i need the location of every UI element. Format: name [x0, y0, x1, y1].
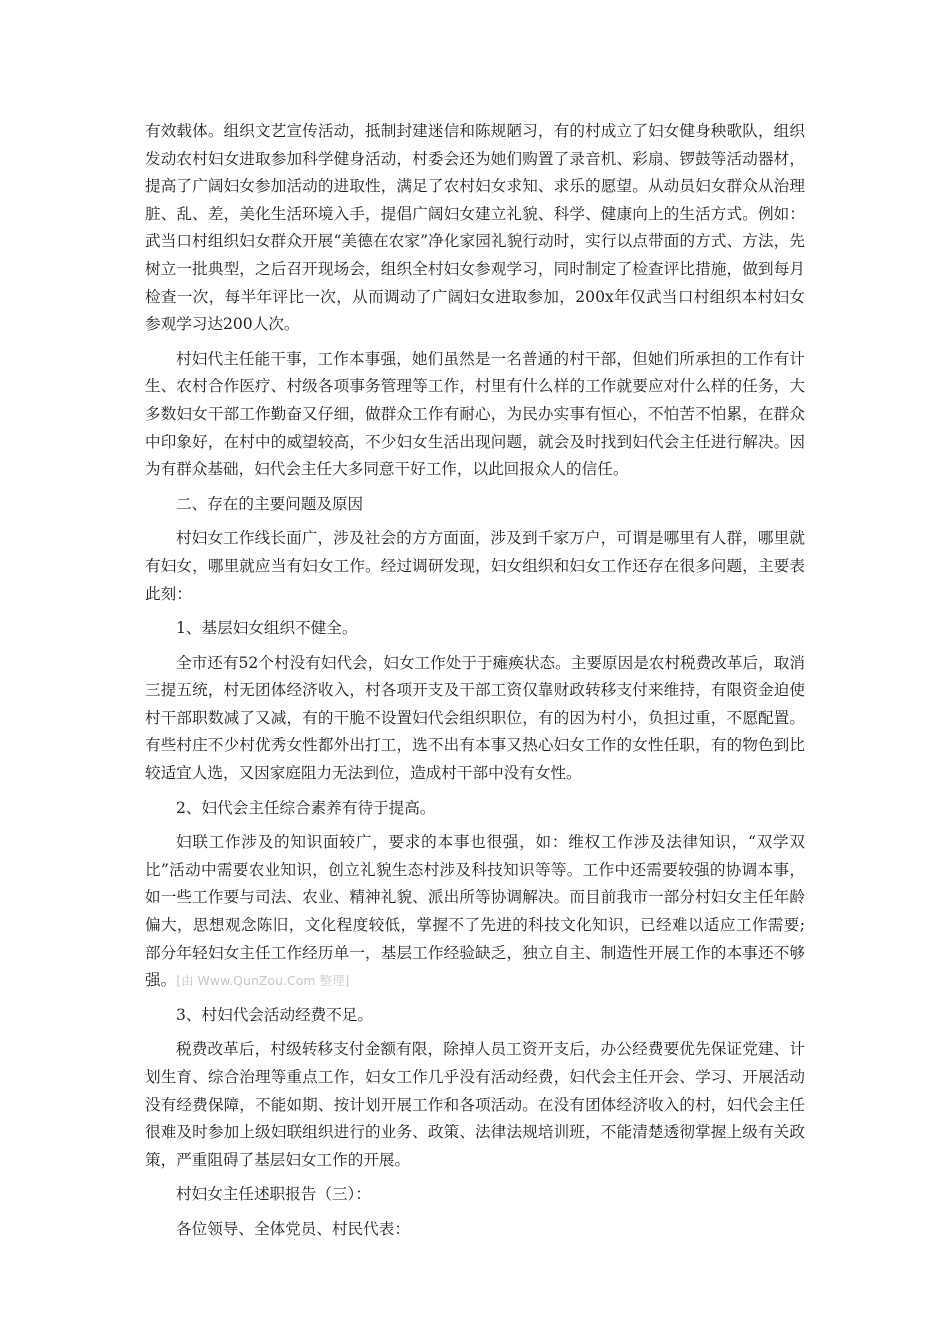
greeting-line: 各位领导、全体党员、村民代表： — [176, 1219, 410, 1238]
report-title: 村妇女主任述职报告（三）： — [176, 1185, 371, 1204]
paragraph-women-activities: 有效载体。组织文艺宣传活动，抵制封建迷信和陈规陋习，有的村成立了妇女健身秧歌队，组织发动农村妇女进取参加科学健身活动，村委会还为她们购置了录音机、彩扇、锣鼓等活动器材，提高了广阔妇女参加活动的进取性，满足了农村妇女求知、求乐的愿望。从动员妇女群众从治理脏、乱、差，美化生活环境入手，提倡广阔妇女建立礼貌、科学、健康向上的生活方式。例如：武当口村组织妇女群众开展“美德在农家”净化家园礼貌行动时，实行以点带面的方式、方法，先树立一批典型，之后召开现场会，组织全村妇女参观学习，同时制定了检查评比措施，做到每月检查一次，每半年评比一次，从而调动了广阔妇女进取参加，200x年仅武当口村组织本村妇女参观学习达200人次。 — [145, 122, 805, 334]
document-page — [145, 118, 805, 1251]
paragraph-funding: 税费改革后，村级转移支付金额有限，除掉人员工资开支后，办公经费要优先保证党建、计划生育、综合治理等重点工作，妇女工作几乎没有活动经费，妇代会主任开会、学习、开展活动没有经费保障，不能如期、按计划开展工作和各项活动。在没有团体经济收入的村，妇代会主任很难及时参加上级妇联组织进行的业务、政策、法律法规培训班，不能清楚透彻掌握上级有关政策，严重阻碍了基层妇女工作的开展。 — [145, 1040, 805, 1169]
paragraph-problems-intro: 村妇女工作线长面广，涉及社会的方方面面，涉及到千家万户，可谓是哪里有人群，哪里就有妇女，哪里就应当有妇女工作。经过调研发现，妇女组织和妇女工作还存在很多问题，主要表此刻： — [145, 529, 805, 603]
subheading-funding: 3、村妇代会活动经费不足。 — [176, 1005, 374, 1024]
paragraph-director-ability: 村妇代主任能干事，工作本事强，她们虽然是一名普通的村干部，但她们所承担的工作有计生、农村合作医疗、村级各项事务管理等工作，村里有什么样的工作就要应对什么样的任务，大多数妇女干部工作勤奋又仔细，做群众工作有耐心，为民办实事有恒心，不怕苦不怕累，在群众中印象好，在村中的威望较高，不少妇女生活出现问题，就会及时找到妇代会主任进行解决。因为有群众基础，妇代会主任大多同意干好工作，以此回报众人的信任。 — [145, 349, 805, 479]
section-heading-problems: 二、存在的主要问题及原因 — [176, 494, 364, 513]
subheading-organization: 1、基层妇女组织不健全。 — [176, 619, 358, 638]
paragraph-quality — [145, 829, 805, 995]
paragraph-organization: 全市还有52个村没有妇代会，妇女工作处于于瘫痪状态。主要原因是农村税费改革后，取消三提五统，村无团体经济收入，村各项开支及干部工资仅靠财政转移支付来维持，有限资金迫使村干部职数减了又减，有的干脆不设置妇代会组织职位，有的因为村小，负担过重，不愿配置。有些村庄不少村优秀女性都外出打工，选不出有本事又热心妇女工作的女性任职，有的物色到比较适宜人选，又因家庭阻力无法到位，造成村干部中没有女性。 — [145, 653, 805, 783]
subheading-quality: 2、妇代会主任综合素养有待于提高。 — [176, 798, 436, 817]
source-watermark: [由 Www.QunZou.Com 整理] — [176, 973, 350, 989]
paragraph-quality-text: 妇联工作涉及的知识面较广，要求的本事也很强，如：维权工作涉及法律知识，“双学双比”活动中需要农业知识，创立礼貌生态村涉及科技知识等等。工作中还需要较强的协调本事，如一些工作要与司法、农业、精神礼貌、派出所等协调解决。而目前我市一部分村妇女主任年龄偏大，思想观念陈旧，文化程度较低，掌握不了先进的科技文化知识，已经难以适应工作需要;部分年轻妇女主任工作经历单一，基层工作经验缺乏，独立自主、制造性开展工作的本事还不够强。 — [145, 833, 805, 990]
